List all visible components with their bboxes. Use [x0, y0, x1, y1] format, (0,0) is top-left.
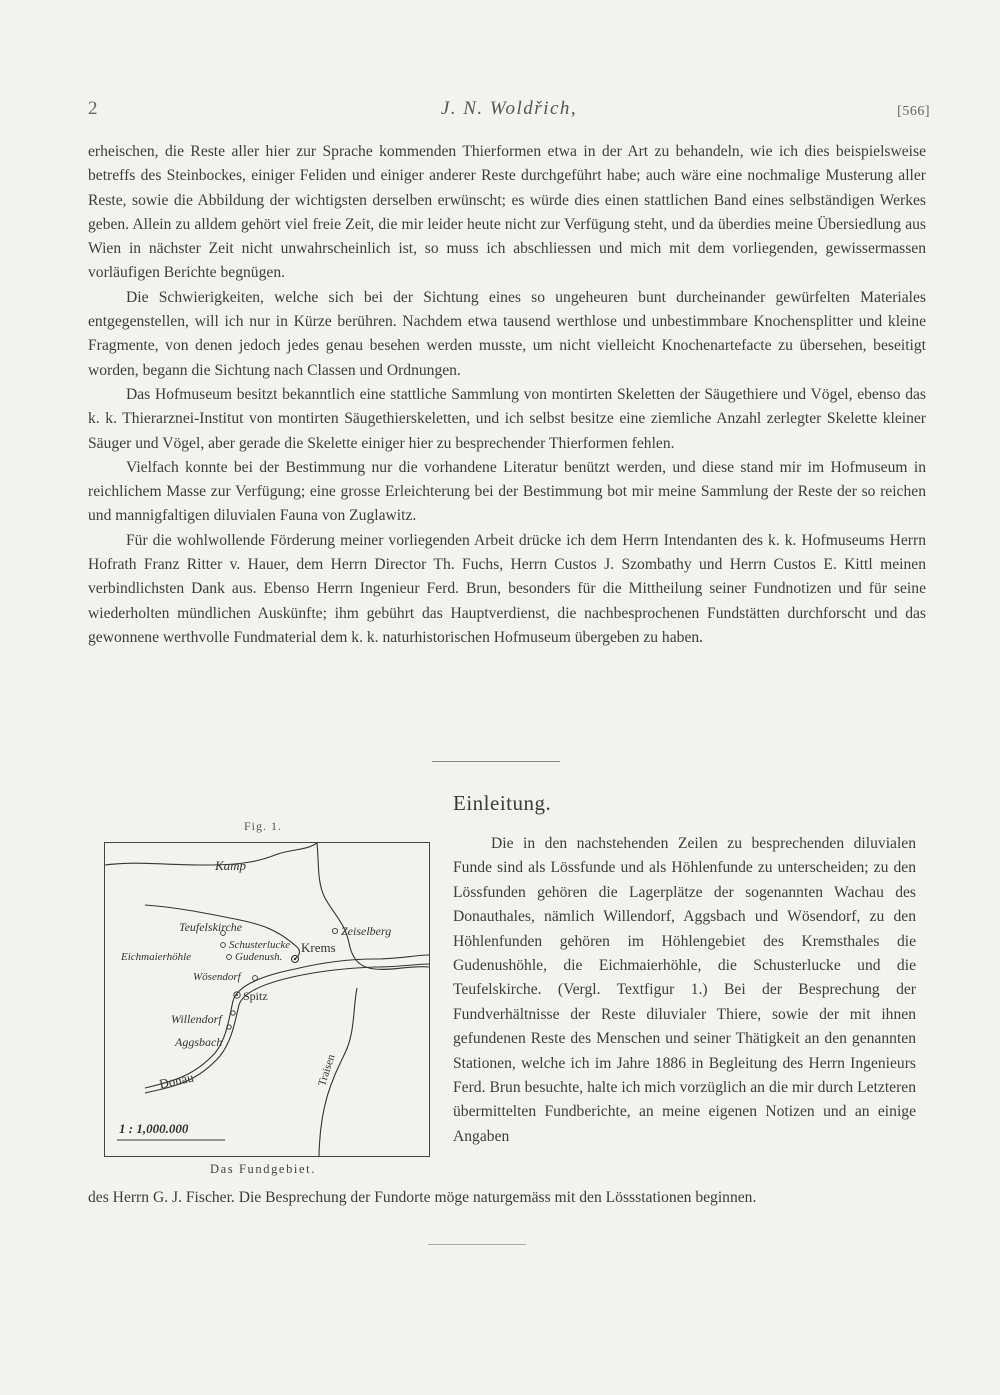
map-label-kamp: Kamp [215, 858, 247, 873]
paragraph: Das Hofmuseum besitzt bekanntlich eine stattliche Sammlung von montirten Skeletten der Säugethiere und Vögel, ebenso das k. k. Thierarznei-Institut von montirten Säugethierskeletten, und ich selbst besitze eine ziemliche Anzahl zerlegter Skelette kleiner Säuger und Vögel, aber gerade die Skelette einiger hier zu besprechender Thierformen fehlen. [88, 385, 926, 452]
map-scale: 1 : 1,000.000 [119, 1121, 189, 1136]
section-divider [432, 761, 560, 762]
map-label-donau: Donau [157, 1069, 195, 1092]
paragraph: erheischen, die Reste aller hier zur Sprache kommenden Thierformen etwa in der Art zu behandeln, wie ich dies beispielsweise betreffs des Steinbockes, einiger Feliden und einiger anderer Reste durchgeführt habe; auch wäre eine nochmalige Musterung aller Reste, sowie die Abbildung der wichtigsten derselben erwünscht; es würde dies einen stattlichen Band eines selbständigen Werkes geben. Allein zu alldem gehört viel freie Zeit, die mir leider heute nicht zur Verfügung steht, und da überdies meine Übersiedlung aus Wien in nächster Zeit nicht unwahrscheinlich ist, so muss ich abschliessen und mich mit dem vorliegenden, gewissermassen vorläufigen Berichte begnügen. [88, 143, 926, 282]
paragraph: Vielfach konnte bei der Bestimmung nur die vorhandene Literatur benützt werden, und diese stand mir im Hofmuseum in reichlichem Masse zur Verfügung; eine grosse Erleichterung bei der Bestimmung bot mir meine Sammlung der Reste der so reichen und mannigfaltigen diluvialen Fauna von Zuglawitz. [88, 458, 926, 525]
site-eichmaierhoehle [227, 955, 232, 960]
figure-map [104, 842, 430, 1157]
map-label-krems: Krems [301, 940, 336, 955]
paragraph: Die Schwierigkeiten, welche sich bei der Sichtung eines so ungeheuren bunt durcheinander gewürfelten Materiales entgegenstellen, will ich nur in Kürze berühren. Nachdem etwa tausend werthlose und unbestimmbare Knochensplitter und kleine Fragmente, von denen jedoch jedes genau besehen werden musste, um nicht vielleicht Knochenartefacte zu übersehen, beseitigt worden, begann die Sichtung nach Classen und Ordnungen. [88, 288, 926, 379]
map-label-eichmaierhoehle: Eichmaierhöhle [121, 951, 192, 963]
site-krems-dot [294, 958, 296, 960]
site-schusterlucke [221, 943, 226, 948]
site-spitz-dot [236, 994, 238, 996]
site-woesendorf [253, 976, 258, 981]
site-willendorf [231, 1011, 235, 1015]
intro-paragraph-continued: des Herrn G. J. Fischer. Die Besprechung der Fundorte möge naturgemäss mit den Lössstationen beginnen. [88, 1189, 757, 1206]
kamp-river [105, 843, 317, 865]
map-label-traisen: Traisen [316, 1052, 338, 1088]
end-divider [428, 1244, 526, 1245]
site-zeiselberg [332, 928, 337, 933]
map-label-schusterlucke: Schusterlucke [229, 939, 291, 951]
map-label-willendorf: Willendorf [171, 1012, 222, 1026]
intro-tail [88, 1186, 916, 1210]
figure-caption: Das Fundgebiet. [210, 1162, 316, 1176]
map-label-zeiselberg: Zeiselberg [341, 924, 392, 938]
running-title: J. N. Woldřich, [440, 98, 578, 119]
paragraph: Für die wohlwollende Förderung meiner vorliegenden Arbeit drücke ich dem Herrn Intendanten des k. k. Hofmuseums Herrn Hofrath Franz Ritter v. Hauer, dem Herrn Director Th. Fuchs, Herrn Custos J. Szombathy und Herrn Custos E. Kittl meinen verbindlichsten Dank aus. Ebenso Herrn Ingenieur Ferd. Brun, besonders für die Mittheilung seiner Fundnotizen und für seine wiederholten mündlichen Auskünfte; ihm gebührt das Hauptverdienst, die nachbesprochenen Fundstätten durchforscht und das gewonnene werthvolle Fundmaterial dem k. k. naturhistorischen Hofmuseum übergeben zu haben. [88, 531, 926, 646]
map-label-spitz: Spitz [243, 989, 268, 1003]
figure-label: Fig. 1. [244, 819, 283, 833]
map-label-woesendorf: Wösendorf [193, 971, 241, 983]
map-label-teufelskirche: Teufelskirche [179, 920, 243, 934]
intro-column [453, 832, 916, 1149]
map-label-gudenush: Gudenush. [235, 951, 283, 963]
body-text [88, 140, 926, 650]
running-head [88, 98, 930, 124]
section-heading: Einleitung. [453, 791, 552, 815]
page-reference: [566] [897, 104, 930, 119]
intro-paragraph: Die in den nachstehenden Zeilen zu besprechenden diluvialen Funde sind als Lössfunde und als Höhlenfunde zu unterscheiden; zu den Lössfunden gehören die Lagerplätze der sogenannten Wachau des Donauthales, nämlich Willendorf, Aggsbach und Wösendorf, zu den Höhlenfunden gehören im Höhlengebiet des Kremsthales die Gudenushöhle, die Eichmaierhöhle, die Schusterlucke und die Teufelskirche. (Vergl. Textfigur 1.) Bei der Besprechung der Fundverhältnisse der Reste diluvialer Thiere, sowie der mit ihnen gefundenen Reste des Menschen und seiner Thätigkeit an den genannten Stationen, welche ich im Jahre 1886 in Begleitung des Herrn Ingenieurs Ferd. Brun besuchte, halte ich mich vorzüglich an die mir durch Letzteren übermittelten Fundberichte, an meine eigenen Notizen und an einige Angaben [453, 835, 916, 1145]
map-label-aggsbach: Aggsbach [175, 1035, 223, 1049]
page-number: 2 [88, 98, 98, 119]
